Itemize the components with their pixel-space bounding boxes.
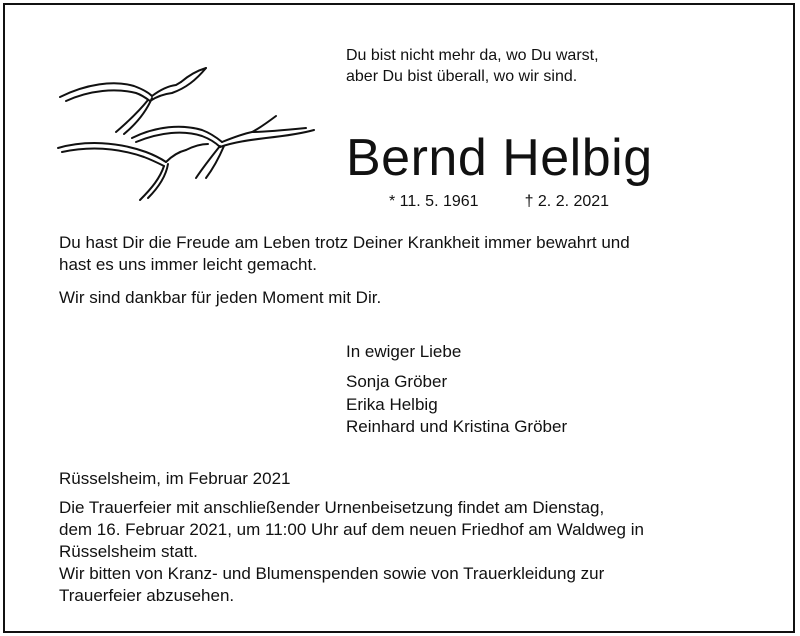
bird-2-neck bbox=[186, 144, 208, 150]
quote-line-2: aber Du bist überall, wo wir sind. bbox=[346, 68, 578, 85]
life-dates bbox=[389, 192, 609, 212]
bird-3-wing-right-lower bbox=[220, 130, 314, 147]
flying-birds-icon bbox=[56, 60, 318, 205]
bird-1-tail-2 bbox=[124, 98, 152, 134]
closing-phrase: In ewiger Liebe bbox=[346, 342, 462, 361]
bird-2-wing-left-inner bbox=[62, 149, 164, 166]
bird-1-wing-left-inner bbox=[66, 90, 150, 101]
bird-3-wing-tip bbox=[252, 128, 306, 132]
quote-line-1: Du bist nicht mehr da, wo Du warst, bbox=[346, 47, 599, 64]
death-date: † 2. 2. 2021 bbox=[524, 193, 610, 210]
funeral-line: Die Trauerfeier mit anschließender Urnenbeisetzung findet am Dienstag, bbox=[59, 498, 605, 517]
intro-paragraph bbox=[59, 232, 749, 276]
mourners-list bbox=[346, 371, 567, 439]
gratitude-line: Wir sind dankbar für jeden Moment mit Dir. bbox=[59, 288, 382, 307]
mourner-name: Sonja Gröber bbox=[346, 372, 448, 391]
memorial-quote bbox=[346, 45, 599, 87]
place-and-date: Rüsselsheim, im Februar 2021 bbox=[59, 469, 291, 488]
bird-2-head bbox=[166, 150, 186, 162]
funeral-line: Trauerfeier abzusehen. bbox=[59, 586, 235, 605]
funeral-notice bbox=[59, 497, 759, 607]
mourner-name: Reinhard und Kristina Gröber bbox=[346, 417, 568, 436]
deceased-name: Bernd Helbig bbox=[346, 129, 653, 187]
funeral-line: Wir bitten von Kranz- und Blumenspenden sowie von Trauerkleidung zur bbox=[59, 564, 605, 583]
funeral-line: dem 16. Februar 2021, um 11:00 Uhr auf dem neuen Friedhof am Waldweg in bbox=[59, 520, 644, 539]
birth-date: * 11. 5. 1961 bbox=[389, 193, 479, 210]
intro-line-1: Du hast Dir die Freude am Leben trotz Deiner Krankheit immer bewahrt und bbox=[59, 233, 630, 252]
bird-2-tail-2 bbox=[148, 164, 168, 198]
intro-line-2: hast es uns immer leicht gemacht. bbox=[59, 255, 317, 274]
funeral-line: Rüsselsheim statt. bbox=[59, 542, 198, 561]
mourner-name: Erika Helbig bbox=[346, 394, 438, 414]
